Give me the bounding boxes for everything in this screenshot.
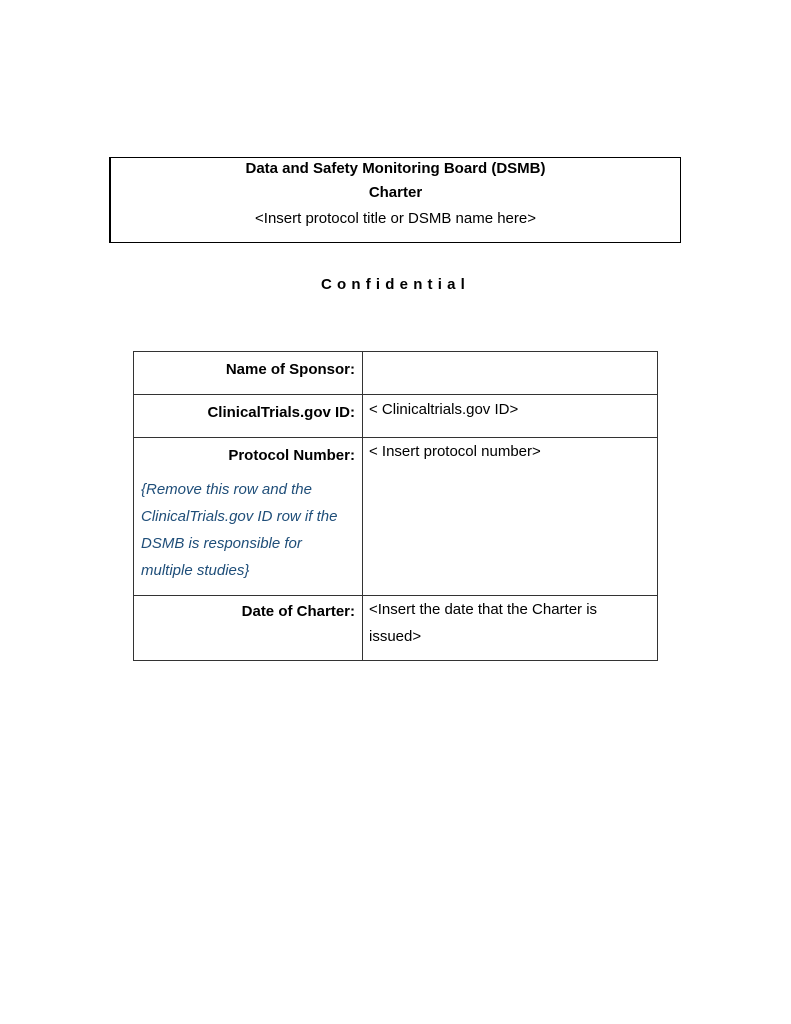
removal-note: {Remove this row and the ClinicalTrials.gov ID row if the DSMB is responsible for multiple studies} [141, 481, 338, 579]
charter-title-box [109, 157, 681, 243]
protocol-title-placeholder: <Insert protocol title or DSMB name here> [255, 210, 536, 227]
confidential-label: Confidential [320, 276, 471, 293]
table-row-date [134, 596, 658, 661]
sponsor-value-cell [363, 352, 658, 395]
sponsor-label-cell [134, 352, 363, 395]
date-label: Date of Charter: [241, 603, 355, 620]
protocol-value: < Insert protocol number> [369, 443, 541, 460]
date-value-cell [363, 596, 658, 661]
clinicaltrials-value-cell [363, 395, 658, 438]
date-label-cell [134, 596, 363, 661]
charter-info-table [133, 351, 658, 661]
protocol-label: Protocol Number: [228, 447, 355, 464]
sponsor-label: Name of Sponsor: [225, 361, 355, 378]
table-row-clinicaltrials-id [134, 395, 658, 438]
document-subtitle: Charter [368, 184, 423, 201]
protocol-label-cell [134, 438, 363, 596]
table-row-protocol-number [134, 438, 658, 596]
clinicaltrials-value: < Clinicaltrials.gov ID> [369, 401, 519, 418]
protocol-value-cell [363, 438, 658, 596]
clinicaltrials-label: ClinicalTrials.gov ID: [207, 404, 355, 421]
document-title: Data and Safety Monitoring Board (DSMB) [245, 160, 546, 177]
date-value: <Insert the date that the Charter is issued> [369, 601, 598, 645]
clinicaltrials-label-cell [134, 395, 363, 438]
table-row-sponsor [134, 352, 658, 395]
